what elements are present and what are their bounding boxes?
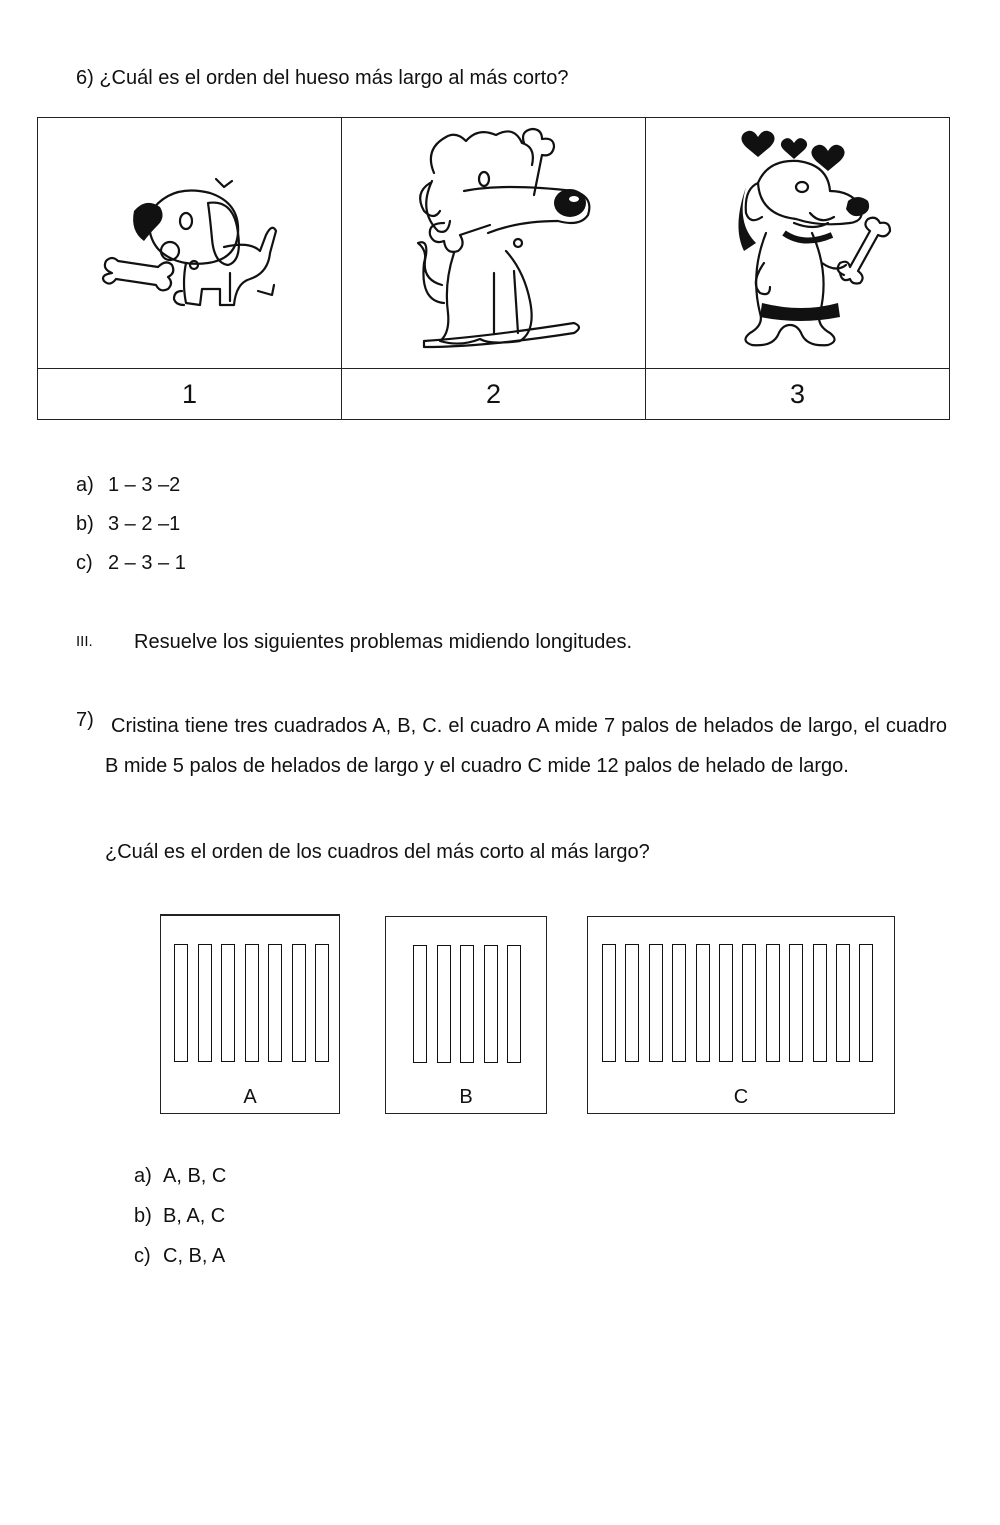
popsicle-stick <box>315 944 329 1062</box>
popsicle-stick <box>484 945 498 1063</box>
dogs-table <box>37 117 950 420</box>
q6-option-c[interactable] <box>76 549 186 577</box>
option-letter: a) <box>76 474 94 496</box>
heart-icon <box>741 131 774 157</box>
popsicle-stick <box>859 944 873 1062</box>
popsicle-stick <box>742 944 756 1062</box>
dog-cell-3 <box>646 118 950 369</box>
table-number-2: 2 <box>342 369 646 420</box>
dog-cell-1 <box>38 118 342 369</box>
option-letter: b) <box>134 1205 152 1227</box>
popsicle-stick <box>174 944 188 1062</box>
popsicle-stick <box>292 944 306 1062</box>
option-letter: b) <box>76 513 94 535</box>
box-a <box>160 914 340 1114</box>
q7-option-b[interactable] <box>134 1202 225 1230</box>
q7-option-c[interactable] <box>134 1242 225 1270</box>
popsicle-stick <box>245 944 259 1062</box>
popsicle-stick <box>672 944 686 1062</box>
dog-with-bone-in-mouth-illustration <box>384 123 604 363</box>
popsicle-stick <box>437 945 451 1063</box>
option-letter: c) <box>76 552 93 574</box>
dog-cell-2 <box>342 118 646 369</box>
box-c <box>587 916 895 1114</box>
option-text: 3 – 2 –1 <box>108 513 181 535</box>
popsicle-stick <box>625 944 639 1062</box>
q6-option-a[interactable] <box>76 471 180 499</box>
question-7-paragraph <box>105 706 947 786</box>
option-text: B, A, C <box>163 1205 226 1227</box>
question-7-number: 7) <box>76 709 94 731</box>
q6-option-b[interactable] <box>76 510 180 538</box>
option-letter: c) <box>134 1245 151 1267</box>
popsicle-stick <box>198 944 212 1062</box>
popsicle-stick <box>602 944 616 1062</box>
table-number-1: 1 <box>38 369 342 420</box>
section-numeral: III. <box>76 633 93 650</box>
q7-option-a[interactable] <box>134 1162 226 1190</box>
table-number-3: 3 <box>646 369 950 420</box>
box-label-b: B <box>459 1086 473 1108</box>
popsicle-stick <box>268 944 282 1062</box>
popsicle-stick <box>221 944 235 1062</box>
dog-with-hearts-and-bone-illustration <box>698 123 898 363</box>
question-7-text: Cristina tiene tres cuadrados A, B, C. el cuadro A mide 7 palos de helados de largo, el cuadro B mide 5 palos de helados de largo y el cuadro C mide 12 palos de helado de largo. <box>105 715 947 777</box>
popsicle-stick <box>766 944 780 1062</box>
popsicle-stick <box>789 944 803 1062</box>
popsicle-stick <box>649 944 663 1062</box>
popsicle-stick <box>507 945 521 1063</box>
box-label-a: A <box>243 1086 257 1108</box>
popsicle-stick <box>719 944 733 1062</box>
option-text: C, B, A <box>163 1245 226 1267</box>
box-label-c: C <box>733 1086 749 1108</box>
popsicle-stick <box>696 944 710 1062</box>
option-text: 2 – 3 – 1 <box>108 552 186 574</box>
box-b <box>385 916 547 1114</box>
option-text: A, B, C <box>163 1165 227 1187</box>
popsicle-stick <box>813 944 827 1062</box>
section-heading: Resuelve los siguientes problemas midiendo longitudes. <box>134 631 633 653</box>
popsicle-stick <box>413 945 427 1063</box>
dog-with-small-bone-illustration <box>90 163 290 323</box>
heart-icon <box>780 138 806 159</box>
question-6-title: 6) ¿Cuál es el orden del hueso más largo al más corto? <box>76 67 569 89</box>
popsicle-stick <box>836 944 850 1062</box>
popsicle-stick <box>460 945 474 1063</box>
option-letter: a) <box>134 1165 152 1187</box>
question-7-prompt: ¿Cuál es el orden de los cuadros del más corto al más largo? <box>105 841 650 863</box>
option-text: 1 – 3 –2 <box>108 474 181 496</box>
